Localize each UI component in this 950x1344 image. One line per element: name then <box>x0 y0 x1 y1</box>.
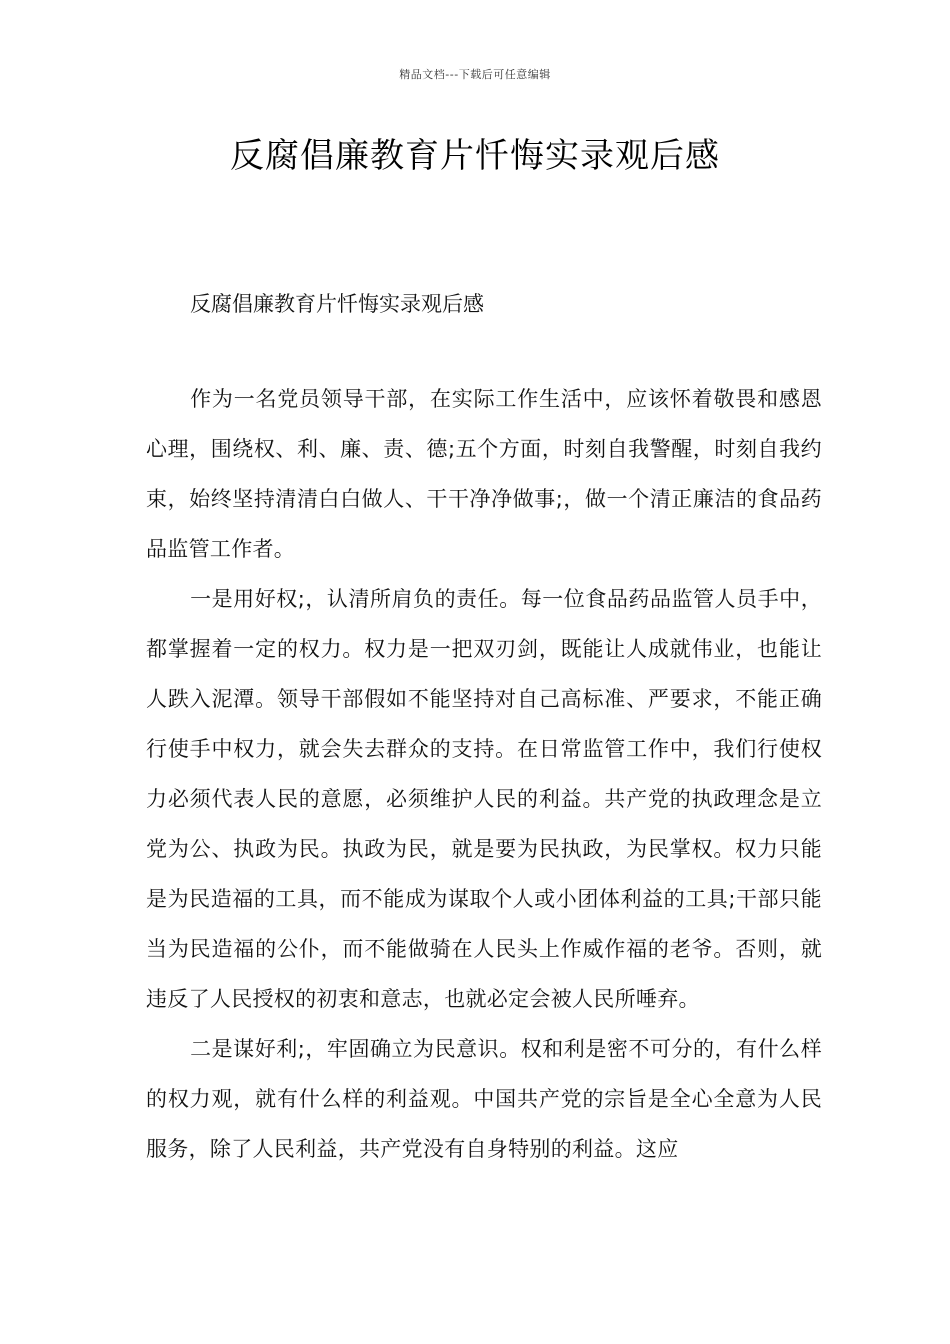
paragraph-intro: 作为一名党员领导干部，在实际工作生活中，应该怀着敬畏和感恩心理，围绕权、利、廉、责、德;五个方面，时刻自我警醒，时刻自我约束，始终坚持清清白白做人、干干净净做事;，做一个清正廉洁的食品药品监管工作者。 <box>146 387 822 561</box>
header-note: 精品文档---下载后可任意编辑 <box>399 68 551 81</box>
paragraph-use-power: 一是用好权;，认清所肩负的责任。每一位食品药品监管人员手中，都掌握着一定的权力。权力是一把双刃剑，既能让人成就伟业，也能让人跌入泥潭。领导干部假如不能坚持对自己高标准、严要求，不能正确行使手中权力，就会失去群众的支持。在日常监管工作中，我们行使权力必须代表人民的意愿，必须维护人民的利益。共产党的执政理念是立党为公、执政为民。执政为民，就是要为民执政，为民掌权。权力只能是为民造福的工具，而不能成为谋取个人或小团体利益的工具;干部只能当为民造福的公仆，而不能做骑在人民头上作威作福的老爷。否则，就违反了人民授权的初衷和意志，也就必定会被人民所唾弃。 <box>146 587 822 1011</box>
paragraph-seek-benefit: 二是谋好利;，牢固确立为民意识。权和利是密不可分的，有什么样的权力观，就有什么样的利益观。中国共产党的宗旨是全心全意为人民服务，除了人民利益，共产党没有自身特别的利益。这应 <box>146 1037 822 1161</box>
document-subtitle: 反腐倡廉教育片忏悔实录观后感 <box>190 292 484 316</box>
document-title: 反腐倡廉教育片忏悔实录观后感 <box>230 136 720 176</box>
document-body <box>146 374 822 1174</box>
